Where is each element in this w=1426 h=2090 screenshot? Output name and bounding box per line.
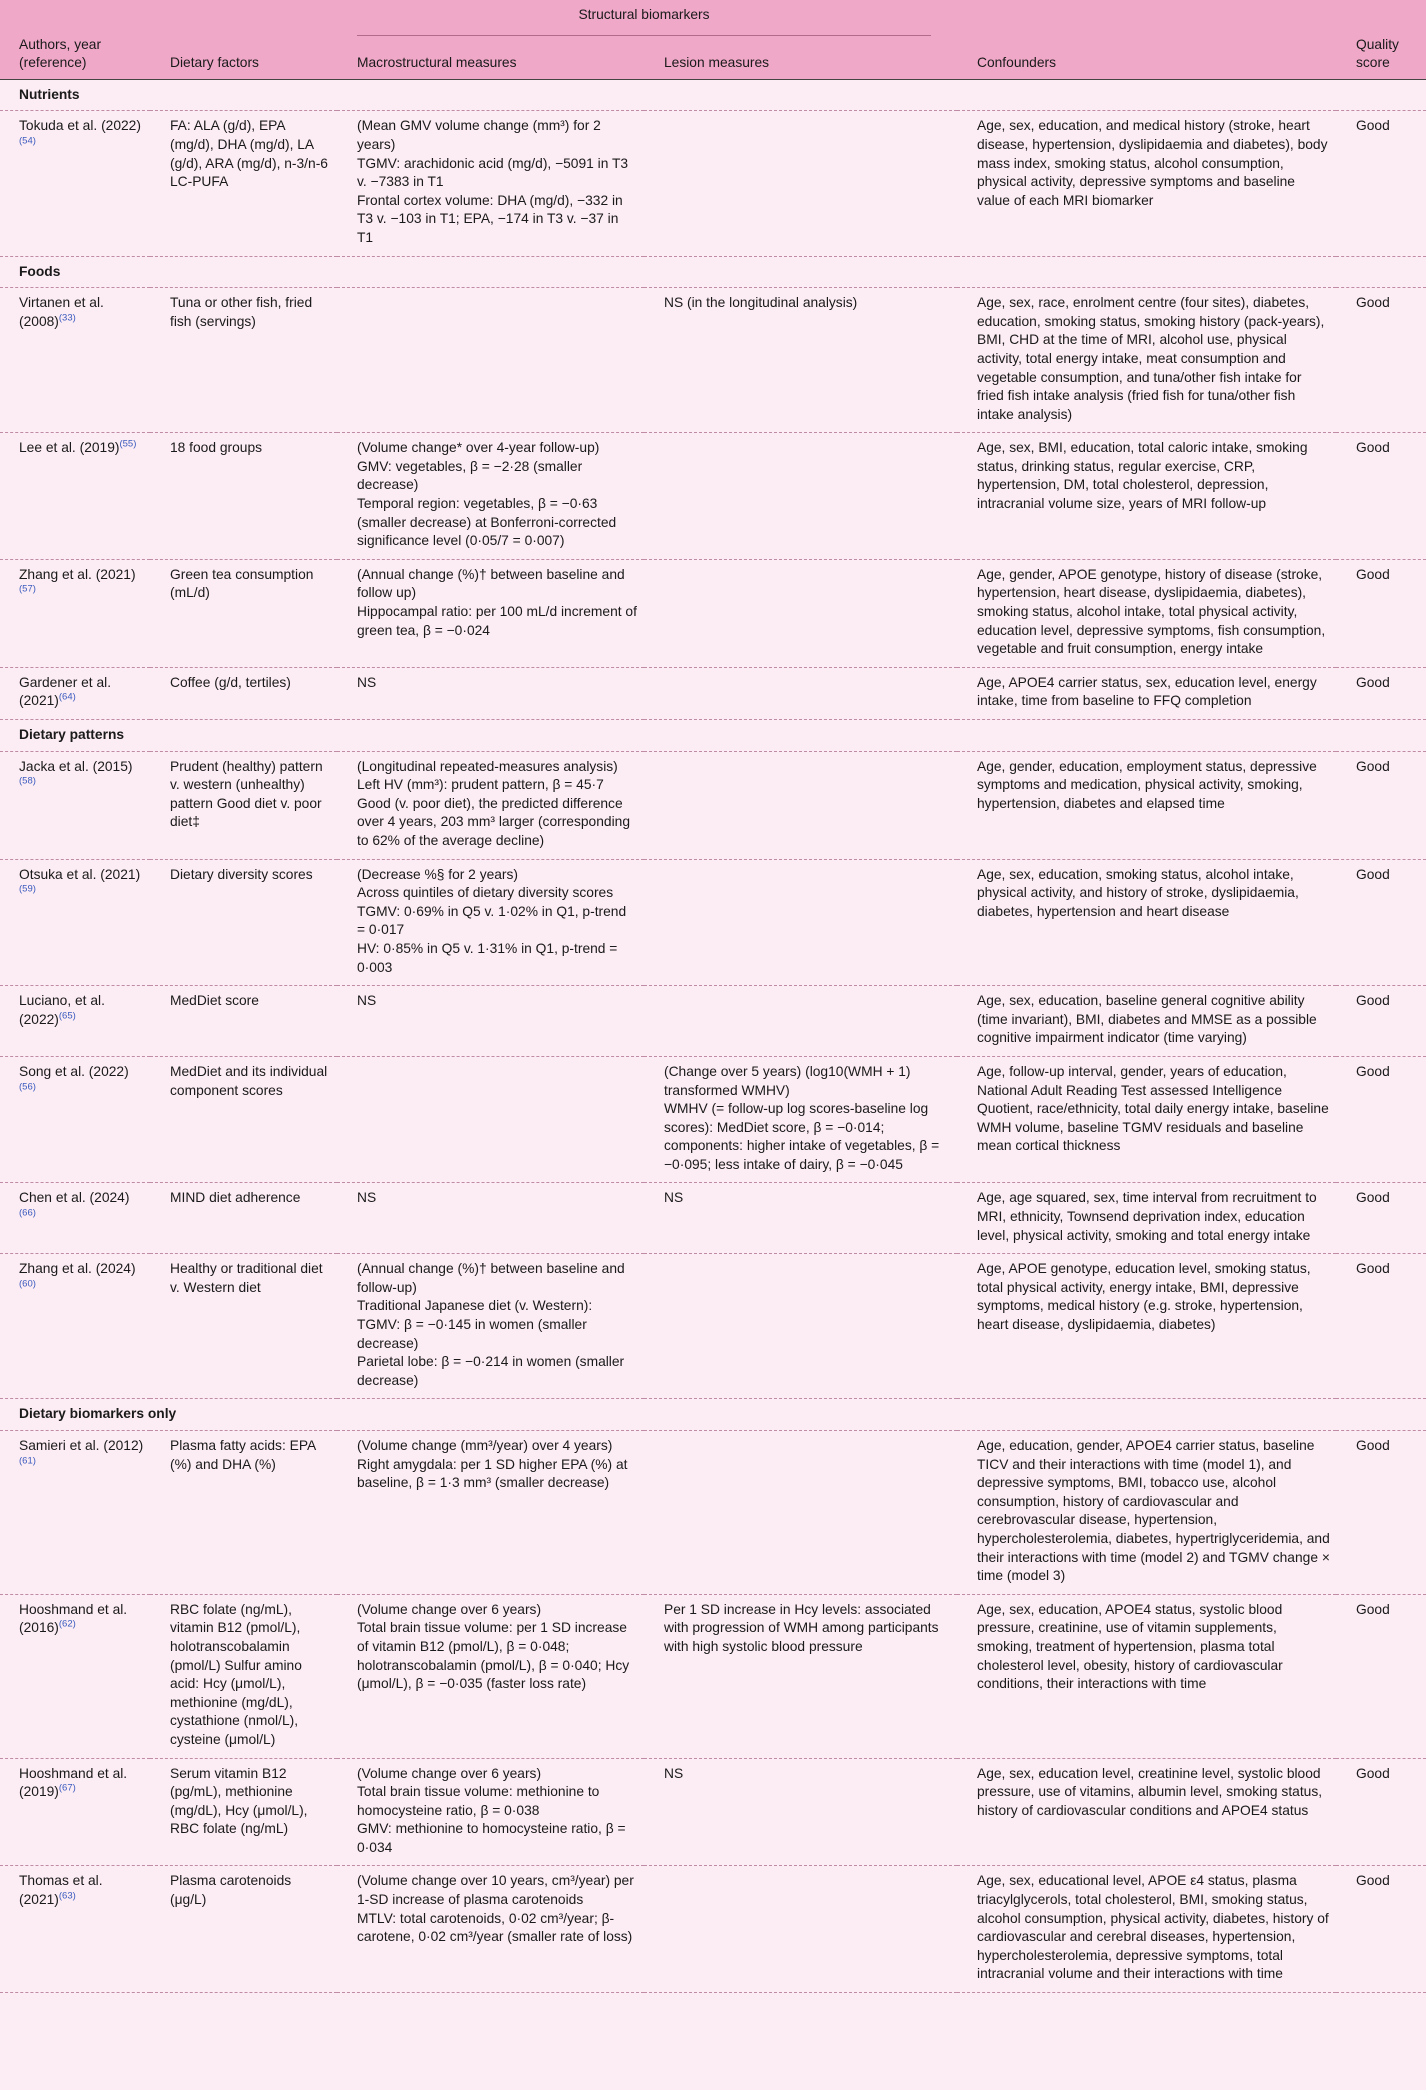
table-row — [0, 1254, 1426, 1399]
confounders-cell: Age, sex, education level, creatinine level, systolic blood pressure, use of vitamins, albumin level, smoking status, history of cardiovascular conditions and APOE4 status — [957, 1758, 1336, 1866]
lesion-cell — [644, 1056, 957, 1183]
citation-link[interactable]: (55) — [119, 438, 137, 450]
macrostructural-cell-line: Parietal lobe: β = −0·214 in women (smaller decrease) — [357, 1354, 628, 1388]
citation-link[interactable]: (33) — [58, 312, 76, 324]
dietary-factors-cell: RBC folate (ng/mL), vitamin B12 (pmol/L), holotranscobalamin (pmol/L) Sulfur amino acid: Hcy (μmol/L), methionine (mg/dL), cystathione (nmol/L), cysteine (μmol/L) — [150, 1594, 337, 1758]
macrostructural-cell-line: (Volume change (mm³/year) over 4 years) — [357, 1438, 613, 1453]
quality-score-cell: Good — [1336, 1758, 1426, 1866]
dietary-factors-cell: Dietary diversity scores — [150, 859, 337, 986]
dietary-factors-cell: Coffee (g/d, tertiles) — [150, 667, 337, 719]
table-row — [0, 433, 1426, 560]
macrostructural-cell-line: Total brain tissue volume: per 1 SD increase of vitamin B12 (pmol/L), β = 0·048; holotranscobalamin (pmol/L), β = 0·040; Hcy (μmol/L), β = −0·035 (faster loss rate) — [357, 1620, 633, 1692]
macrostructural-cell-line: GMV: methionine to homocysteine ratio, β = 0·034 — [357, 1821, 630, 1855]
macrostructural-cell — [337, 1431, 644, 1595]
citation-link[interactable]: (56) — [19, 1080, 36, 1092]
macrostructural-cell-line: (Annual change (%)† between baseline and follow-up) — [357, 1261, 629, 1295]
macrostructural-cell-line: Temporal region: vegetables, β = −0·63 (smaller decrease) at Bonferroni-corrected significance level (0·05/7 = 0·007) — [357, 496, 621, 549]
lesion-cell — [644, 751, 957, 859]
quality-score-cell: Good — [1336, 986, 1426, 1057]
author-text: Otsuka et al. (2021) — [19, 866, 141, 882]
macrostructural-cell-line: HV: 0·85% in Q5 v. 1·31% in Q1, p-trend = 0·003 — [357, 940, 622, 975]
author-text: Virtanen et al. (2008) — [19, 295, 104, 329]
author-cell — [0, 1758, 150, 1866]
lesion-cell-line: NS (in the longitudinal analysis) — [664, 295, 858, 311]
lesion-cell — [644, 986, 957, 1057]
table-row — [0, 1594, 1426, 1758]
confounders-cell: Age, sex, education, smoking status, alcohol intake, physical activity, and history of stroke, dyslipidaemia, diabetes, hypertension and heart disease — [957, 859, 1336, 986]
table-row — [0, 1431, 1426, 1595]
quality-score-cell: Good — [1336, 751, 1426, 859]
section-row — [0, 79, 1426, 111]
macrostructural-cell-line: TGMV: β = −0·145 in women (smaller decrease) — [357, 1317, 591, 1351]
macrostructural-cell-line: (Mean GMV volume change (mm³) for 2 years) — [357, 118, 605, 152]
confounders-cell: Age, age squared, sex, time interval from recruitment to MRI, ethnicity, Townsend deprivation index, education level, physical activity, smoking and total energy intake — [957, 1183, 1336, 1254]
macrostructural-cell-line: (Decrease %§ for 2 years) — [357, 866, 519, 882]
macrostructural-cell — [337, 288, 644, 433]
quality-score-cell: Good — [1336, 433, 1426, 560]
macrostructural-cell-line: (Annual change (%)† between baseline and follow up) — [357, 566, 629, 601]
macrostructural-cell — [337, 433, 644, 560]
confounders-cell: Age, gender, APOE genotype, history of disease (stroke, hypertension, heart disease, dyslipidaemia, diabetes), smoking status, alcohol intake, total physical activity, education level, depressive symptoms, fish consumption, vegetable and fruit consumption, energy intake — [957, 559, 1336, 667]
col-macrostructural: Macrostructural measures — [357, 55, 517, 71]
lesion-cell — [644, 111, 957, 256]
macrostructural-cell — [337, 111, 644, 256]
macrostructural-cell — [337, 1594, 644, 1758]
table-row — [0, 111, 1426, 256]
dietary-factors-cell: Plasma fatty acids: EPA (%) and DHA (%) — [150, 1431, 337, 1595]
lesion-cell-line: NS — [664, 1190, 684, 1206]
confounders-cell: Age, sex, BMI, education, total caloric intake, smoking status, drinking status, regular exercise, CRP, hypertension, DM, total cholesterol, depression, intracranial volume size, years of MRI follow-up — [957, 433, 1336, 560]
col-quality: Quality score — [1356, 36, 1399, 71]
author-text: Hooshmand et al. (2016) — [19, 1601, 128, 1636]
citation-link[interactable]: (67) — [58, 1782, 76, 1794]
section-row — [0, 256, 1426, 288]
author-text: Tokuda et al. (2022) — [19, 118, 141, 134]
macrostructural-cell-line: (Volume change over 10 years, cm³/year) per 1-SD increase of plasma carotenoids — [357, 1873, 638, 1908]
macrostructural-cell-line: Traditional Japanese diet (v. Western): — [357, 1298, 593, 1314]
macrostructural-cell-line: GMV: vegetables, β = −2·28 (smaller decrease) — [357, 458, 587, 493]
macrostructural-cell — [337, 1183, 644, 1254]
author-cell — [0, 1056, 150, 1183]
quality-score-cell: Good — [1336, 1183, 1426, 1254]
author-text: Gardener et al. (2021) — [19, 674, 112, 709]
lesion-cell — [644, 1594, 957, 1758]
citation-link[interactable]: (58) — [19, 775, 36, 787]
macrostructural-cell — [337, 751, 644, 859]
dietary-factors-cell: Prudent (healthy) pattern v. western (unhealthy) pattern Good diet v. poor diet‡ — [150, 751, 337, 859]
macrostructural-cell — [337, 859, 644, 986]
confounders-cell: Age, gender, education, employment status, depressive symptoms and medication, physical activity, smoking, hypertension, diabetes and elapsed time — [957, 751, 1336, 859]
macrostructural-cell — [337, 1758, 644, 1866]
author-cell — [0, 1594, 150, 1758]
macrostructural-cell-line: TGMV: 0·69% in Q5 v. 1·02% in Q1, p-trend = 0·017 — [357, 903, 630, 938]
confounders-cell: Age, sex, education, APOE4 status, systolic blood pressure, creatinine, use of vitamin supplements, smoking, treatment of hypertension, plasma total cholesterol level, obesity, history of cardiovascular conditions, their interactions with time — [957, 1594, 1336, 1758]
citation-link[interactable]: (64) — [58, 691, 76, 703]
lesion-cell-line: NS — [664, 1765, 684, 1781]
quality-score-cell: Good — [1336, 1866, 1426, 1993]
dietary-factors-cell: MIND diet adherence — [150, 1183, 337, 1254]
confounders-cell: Age, sex, education, baseline general cognitive ability (time invariant), BMI, diabetes and MMSE as a possible cognitive impairment indicator (time varying) — [957, 986, 1336, 1057]
table-row — [0, 1056, 1426, 1183]
confounders-cell: Age, sex, race, enrolment centre (four sites), diabetes, education, smoking status, smoking history (pack-years), BMI, CHD at the time of MRI, alcohol use, physical activity, total energy intake, meat consumption and vegetable consumption, and tuna/other fish intake for fried fish intake analysis (fried fish for tuna/other fish intake analysis) — [957, 288, 1336, 433]
author-cell — [0, 1254, 150, 1399]
author-cell — [0, 1866, 150, 1993]
citation-link[interactable]: (60) — [19, 1278, 36, 1290]
lesion-cell-line: WMHV (= follow-up log scores-baseline log scores): MedDiet score, β = −0·014; components: higher intake of vegetables, β = −0·095; less intake of dairy, β = −0·045 — [664, 1101, 944, 1172]
confounders-cell: Age, sex, educational level, APOE ε4 status, plasma triacylglycerols, total cholesterol, BMI, smoking status, alcohol consumption, physical activity, diabetes, history of cardiovascular and cerebral diseases, hypertension, hypercholesterolemia, depressive symptoms, total intracranial volume and their interactions with time — [957, 1866, 1336, 1993]
macrostructural-cell-line: (Longitudinal repeated-measures analysis) — [357, 758, 618, 774]
dietary-factors-cell: Green tea consumption (mL/d) — [150, 559, 337, 667]
section-row — [0, 1399, 1426, 1431]
structural-biomarkers-group-header: Structural biomarkers — [337, 0, 957, 36]
macrostructural-cell-line: (Volume change* over 4-year follow-up) — [357, 440, 600, 456]
table-row — [0, 1183, 1426, 1254]
lesion-cell — [644, 559, 957, 667]
quality-score-cell: Good — [1336, 559, 1426, 667]
macrostructural-cell — [337, 1866, 644, 1993]
col-authors: Authors, year (reference) — [19, 36, 102, 71]
macrostructural-cell-line: Total brain tissue volume: methionine to homocysteine ratio, β = 0·038 — [357, 1784, 604, 1818]
dietary-factors-cell: Serum vitamin B12 (pg/mL), methionine (mg/dL), Hcy (μmol/L), RBC folate (ng/mL) — [150, 1758, 337, 1866]
citation-link[interactable]: (63) — [58, 1890, 76, 1902]
citation-link[interactable]: (65) — [58, 1010, 76, 1022]
col-lesion: Lesion measures — [664, 55, 770, 71]
col-confounders: Confounders — [977, 55, 1057, 71]
author-cell — [0, 433, 150, 560]
macrostructural-cell-line: Right amygdala: per 1 SD higher EPA (%) at baseline, β = 1·3 mm³ (smaller decrease) — [357, 1456, 632, 1491]
confounders-cell: Age, sex, education, and medical history (stroke, heart disease, hypertension, dyslipidaemia and diabetes), body mass index, smoking status, alcohol consumption, physical activity, depressive symptoms and baseline value of each MRI biomarker — [957, 111, 1336, 256]
dietary-factors-cell: Plasma carotenoids (μg/L) — [150, 1866, 337, 1993]
table-body — [0, 79, 1426, 1992]
table-row — [0, 986, 1426, 1057]
quality-score-cell: Good — [1336, 111, 1426, 256]
macrostructural-cell-line: Frontal cortex volume: DHA (mg/d), −332 in T3 v. −103 in T1; EPA, −174 in T3 v. −37 in T1 — [357, 192, 627, 245]
lesion-cell — [644, 667, 957, 719]
author-text: Jacka et al. (2015) — [19, 758, 133, 774]
section-title: Nutrients — [0, 79, 1426, 111]
lesion-cell — [644, 859, 957, 986]
citation-link[interactable]: (62) — [58, 1618, 76, 1630]
macrostructural-cell-line: Across quintiles of dietary diversity scores — [357, 885, 614, 901]
lesion-cell-line: Per 1 SD increase in Hcy levels: associated with progression of WMH among participants with high systolic blood pressure — [664, 1601, 943, 1654]
lesion-cell — [644, 1254, 957, 1399]
author-cell — [0, 751, 150, 859]
confounders-cell: Age, APOE genotype, education level, smoking status, total physical activity, energy intake, BMI, depressive symptoms, medical history (e.g. stroke, hypertension, heart disease, dyslipidaemia, diabetes) — [957, 1254, 1336, 1399]
macrostructural-cell-line: MTLV: total carotenoids, 0·02 cm³/year; β-carotene, 0·02 cm³/year (smaller rate of loss) — [357, 1910, 633, 1945]
author-cell — [0, 986, 150, 1057]
author-cell — [0, 667, 150, 719]
dietary-factors-cell: Healthy or traditional diet v. Western diet — [150, 1254, 337, 1399]
author-text: Lee et al. (2019) — [19, 440, 120, 456]
col-dietary-factors: Dietary factors — [170, 55, 259, 71]
table-row — [0, 859, 1426, 986]
dietary-factors-cell: MedDiet and its individual component scores — [150, 1056, 337, 1183]
author-text: Zhang et al. (2021) — [19, 566, 136, 582]
macrostructural-cell-line: Good (v. poor diet), the predicted difference over 4 years, 203 mm³ larger (corresponding to 62% of the average decline) — [357, 795, 634, 848]
lesion-cell — [644, 1183, 957, 1254]
citation-link[interactable]: (57) — [19, 583, 36, 595]
macrostructural-cell-line: (Volume change over 6 years) — [357, 1765, 542, 1781]
citation-link[interactable]: (61) — [19, 1455, 36, 1466]
table-row — [0, 1758, 1426, 1866]
quality-score-cell: Good — [1336, 1056, 1426, 1183]
author-text: Luciano, et al. (2022) — [19, 993, 105, 1027]
lesion-cell — [644, 433, 957, 560]
table-row — [0, 559, 1426, 667]
author-cell — [0, 1183, 150, 1254]
lesion-cell — [644, 1866, 957, 1993]
macrostructural-cell — [337, 1056, 644, 1183]
lesion-cell — [644, 1431, 957, 1595]
author-text: Zhang et al. (2024) — [19, 1261, 136, 1277]
macrostructural-cell — [337, 559, 644, 667]
lesion-cell — [644, 1758, 957, 1866]
quality-score-cell: Good — [1336, 859, 1426, 986]
macrostructural-cell-line: Hippocampal ratio: per 100 mL/d increment of green tea, β = −0·024 — [357, 604, 641, 638]
author-text: Samieri et al. (2012) — [19, 1438, 144, 1453]
lesion-cell-line: (Change over 5 years) (log10(WMH + 1) transformed WMHV) — [664, 1063, 915, 1098]
table-header — [0, 0, 1426, 79]
quality-score-cell: Good — [1336, 1254, 1426, 1399]
macrostructural-cell-line: NS — [357, 1190, 377, 1206]
macrostructural-cell-line: NS — [357, 993, 377, 1009]
confounders-cell: Age, follow-up interval, gender, years of education, National Adult Reading Test assessed Intelligence Quotient, race/ethnicity, total daily energy intake, baseline WMH volume, baseline TGMV residuals and baseline mean cortical thickness — [957, 1056, 1336, 1183]
confounders-cell: Age, education, gender, APOE4 carrier status, baseline TICV and their interactions with time (model 1), and depressive symptoms, BMI, tobacco use, alcohol consumption, history of cardiovascular and cerebrovascular disease, hypertension, hypercholesterolemia, diabetes, hypertriglyceridemia, and their interactions with time (model 2) and TGMV change × time (model 3) — [957, 1431, 1336, 1595]
dietary-factors-cell: 18 food groups — [150, 433, 337, 560]
table-row — [0, 288, 1426, 433]
section-title: Dietary patterns — [0, 720, 1426, 752]
lesion-cell — [644, 288, 957, 433]
author-text: Chen et al. (2024) — [19, 1190, 130, 1206]
dietary-factors-cell: MedDiet score — [150, 986, 337, 1057]
section-row — [0, 720, 1426, 752]
quality-score-cell: Good — [1336, 1431, 1426, 1595]
author-cell — [0, 111, 150, 256]
section-title: Foods — [0, 256, 1426, 288]
author-cell — [0, 1431, 150, 1595]
author-text: Song et al. (2022) — [19, 1063, 129, 1079]
dietary-factors-cell: FA: ALA (g/d), EPA (mg/d), DHA (mg/d), LA (g/d), ARA (mg/d), n-3/n-6 LC-PUFA — [150, 111, 337, 256]
macrostructural-cell-line: TGMV: arachidonic acid (mg/d), −5091 in T3 v. −7383 in T1 — [357, 155, 632, 190]
author-text: Hooshmand et al. (2019) — [19, 1765, 128, 1800]
table-row — [0, 1866, 1426, 1993]
macrostructural-cell-line: (Volume change over 6 years) — [357, 1601, 542, 1617]
confounders-cell: Age, APOE4 carrier status, sex, education level, energy intake, time from baseline to FFQ completion — [957, 667, 1336, 719]
macrostructural-cell — [337, 986, 644, 1057]
dietary-factors-cell: Tuna or other fish, fried fish (servings) — [150, 288, 337, 433]
author-text: Thomas et al. (2021) — [19, 1873, 103, 1908]
quality-score-cell: Good — [1336, 288, 1426, 433]
citation-link[interactable]: (59) — [19, 883, 36, 895]
macrostructural-cell — [337, 1254, 644, 1399]
section-title: Dietary biomarkers only — [0, 1399, 1426, 1431]
macrostructural-cell — [337, 667, 644, 719]
author-cell — [0, 559, 150, 667]
quality-score-cell: Good — [1336, 667, 1426, 719]
table-row — [0, 667, 1426, 719]
macrostructural-cell-line: NS — [357, 674, 377, 690]
author-cell — [0, 288, 150, 433]
author-cell — [0, 859, 150, 986]
table-row — [0, 751, 1426, 859]
citation-link[interactable]: (54) — [19, 135, 36, 147]
quality-score-cell: Good — [1336, 1594, 1426, 1758]
citation-link[interactable]: (66) — [19, 1207, 36, 1219]
macrostructural-cell-line: Left HV (mm³): prudent pattern, β = 45·7 — [357, 777, 604, 793]
